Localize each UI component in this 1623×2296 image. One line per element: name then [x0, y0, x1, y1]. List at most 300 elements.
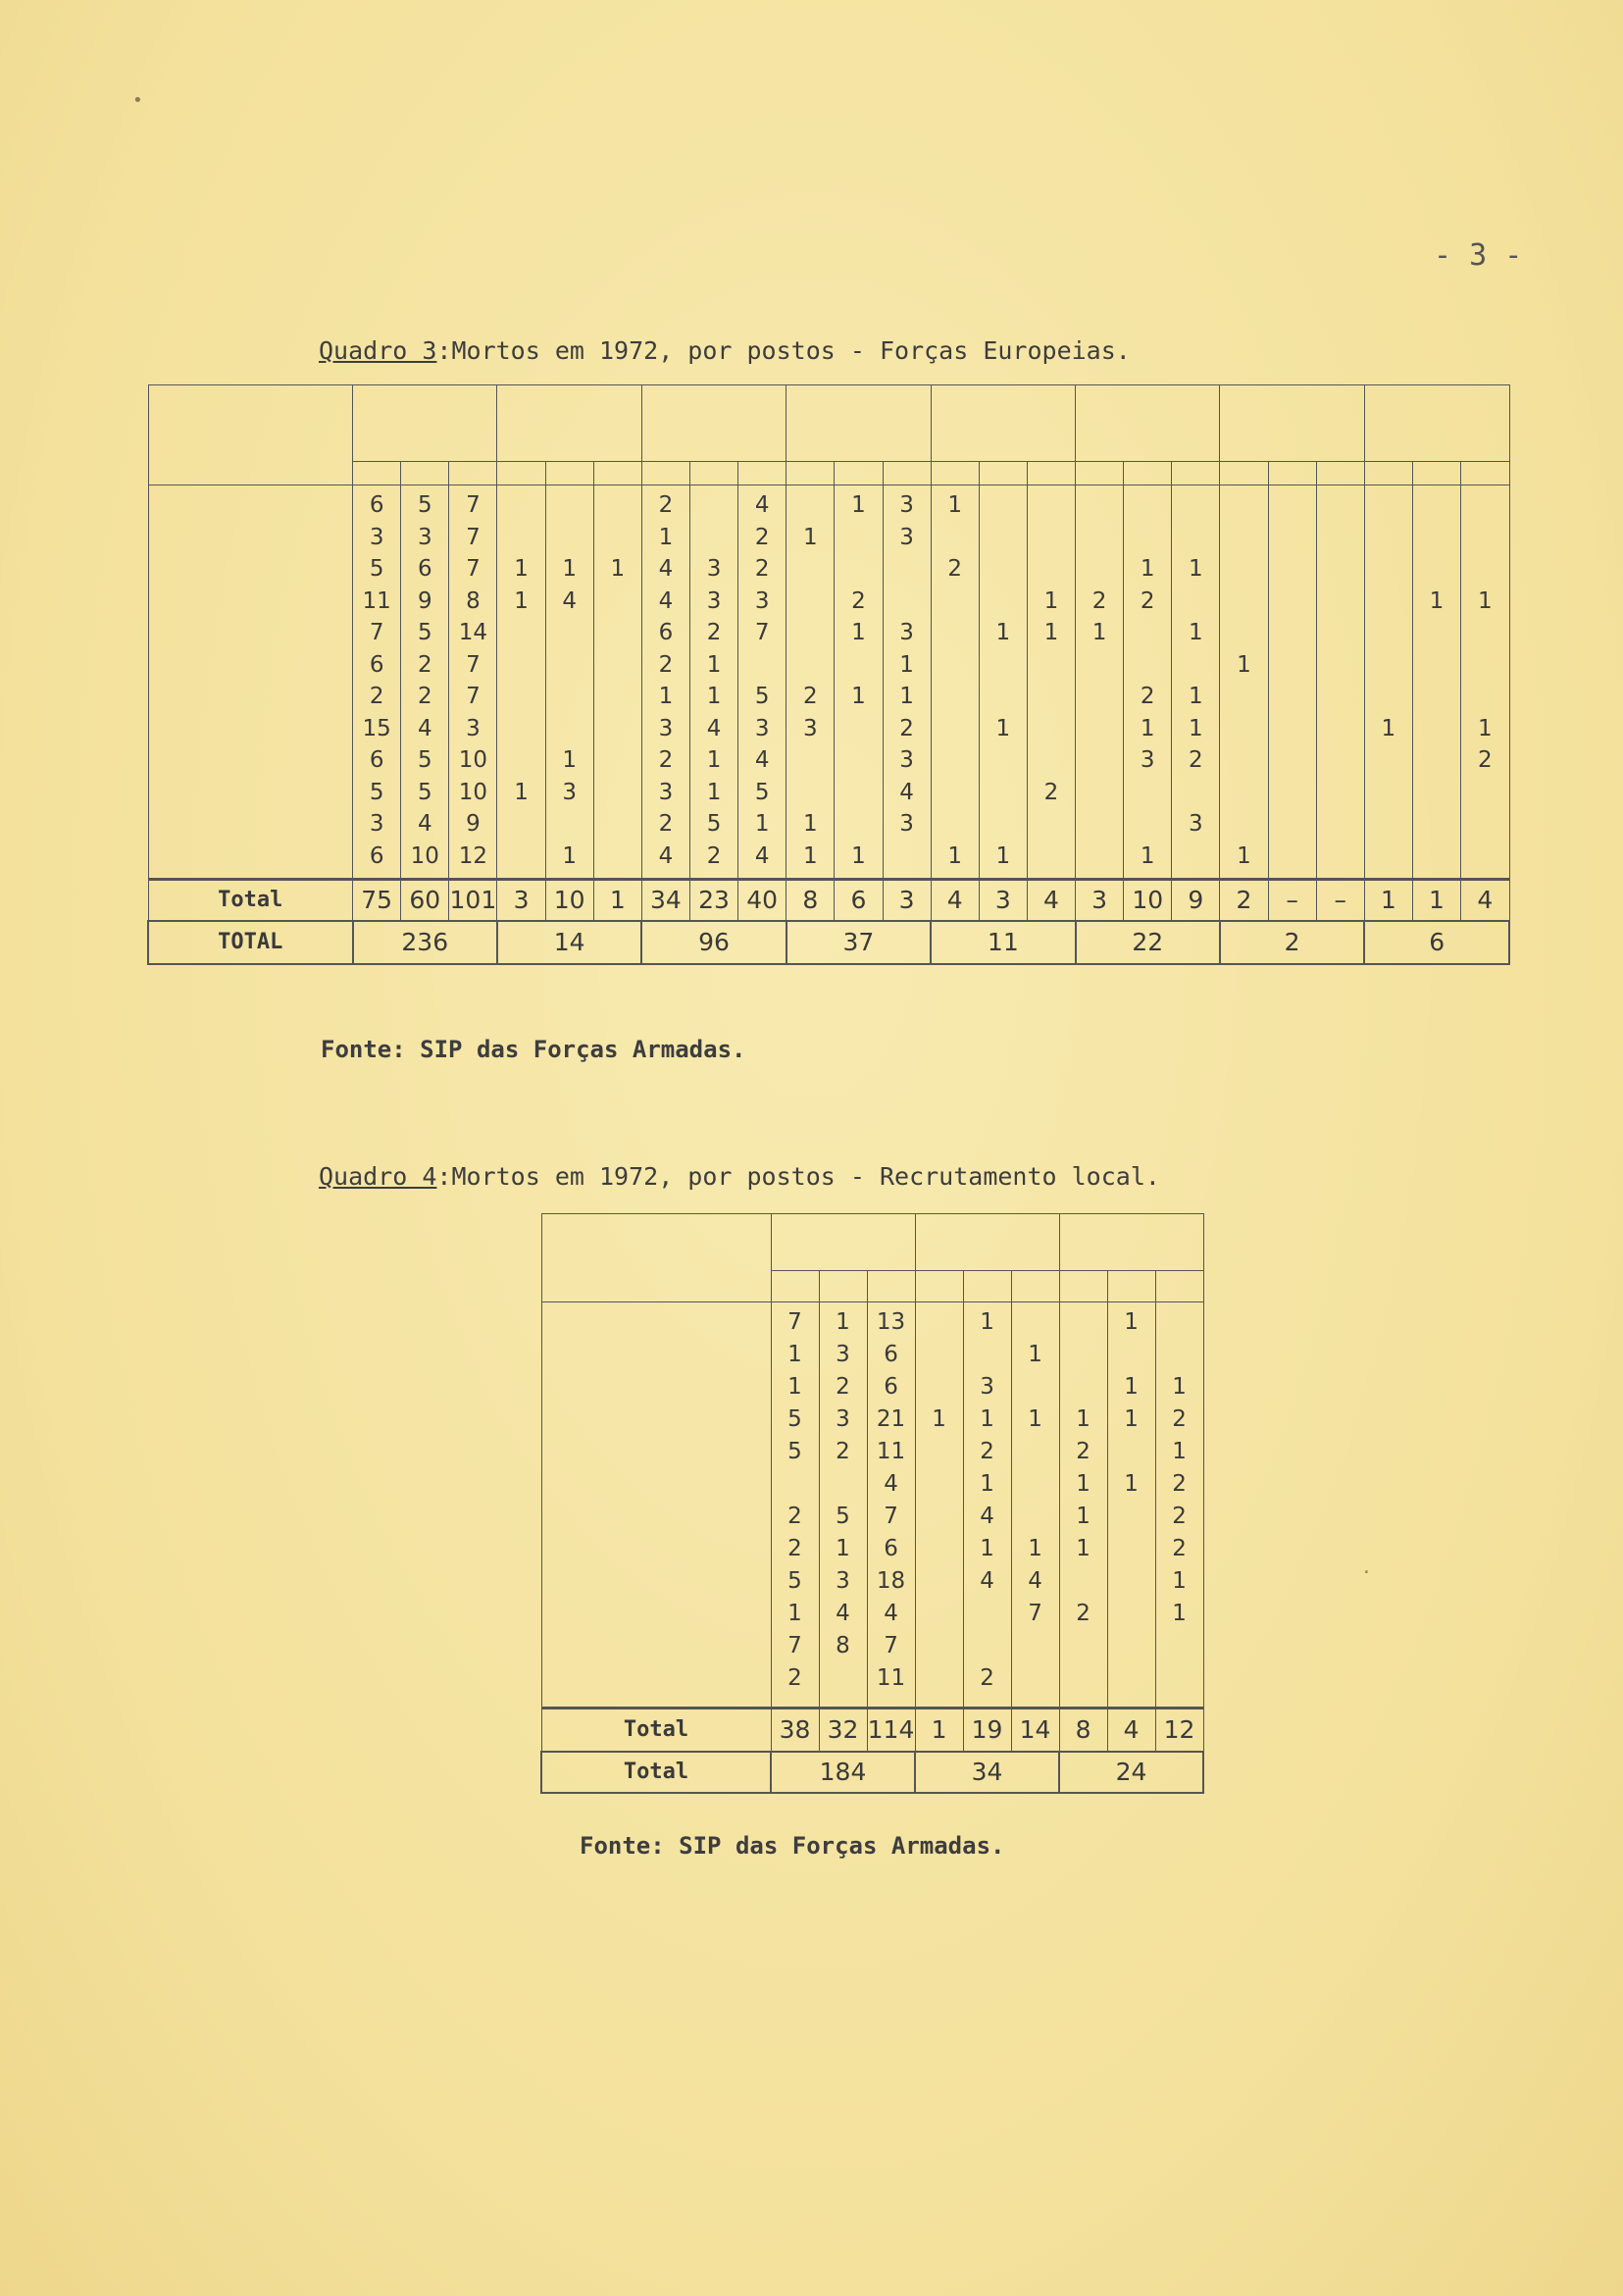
data-cell: [1108, 1630, 1155, 1662]
grand-total-cell: 184: [771, 1752, 915, 1793]
subheader-a: [641, 462, 689, 485]
table3-caption: [319, 336, 1131, 365]
total-cell: 1: [593, 880, 641, 921]
paper-speck: ·: [1361, 1562, 1372, 1583]
data-cell: [1076, 841, 1123, 873]
data-cell: [1413, 777, 1460, 809]
data-cell: [1365, 808, 1412, 841]
data-cell: 5: [706, 811, 722, 837]
data-cell: [546, 649, 593, 682]
subheader-m: [1155, 1271, 1203, 1302]
data-column: [1107, 1302, 1155, 1709]
data-cell: [835, 522, 882, 554]
data-cell: 1: [1477, 715, 1493, 741]
data-column: [819, 1302, 867, 1709]
data-cell: [497, 841, 544, 873]
data-cell: 1: [802, 842, 818, 869]
data-cell: [1461, 553, 1508, 586]
data-cell: [820, 1662, 867, 1695]
total-cell: 8: [786, 880, 835, 921]
grand-total-cell: 236: [353, 921, 497, 964]
data-cell: [1317, 744, 1364, 777]
data-cell: 1: [1237, 842, 1251, 869]
data-cell: [546, 522, 593, 554]
group-header-tenentes: [1220, 385, 1364, 462]
subheader-a: [1059, 1271, 1107, 1302]
month-label: [171, 522, 353, 554]
data-cell: 6: [369, 842, 384, 869]
data-cell: [1060, 1630, 1107, 1662]
page-number: - 3 -: [1434, 238, 1523, 273]
data-cell: 2: [1477, 747, 1493, 773]
grand-total-label: TOTAL: [148, 921, 353, 964]
group-header-sargentos: [931, 385, 1075, 462]
data-cell: [1317, 841, 1364, 873]
total-cell: 101: [449, 880, 497, 921]
data-cell: [1413, 744, 1460, 777]
data-column: [1268, 485, 1316, 880]
total-cell: –: [1316, 880, 1364, 921]
data-cell: [1365, 777, 1412, 809]
month-list: [148, 485, 353, 880]
total-cell: 9: [1172, 880, 1220, 921]
data-cell: [884, 553, 931, 586]
data-cell: [1012, 1662, 1059, 1695]
data-cell: [1076, 681, 1123, 713]
data-cell: 1: [947, 842, 963, 869]
data-cell: [1076, 522, 1123, 554]
total-cell: 19: [963, 1709, 1011, 1752]
data-cell: 1: [1172, 1374, 1187, 1400]
data-cell: 7: [787, 1309, 802, 1335]
data-cell: [964, 1339, 1011, 1371]
data-cell: 2: [787, 1504, 802, 1529]
data-cell: 1: [1429, 587, 1445, 614]
total-cell: 1: [1412, 880, 1460, 921]
data-cell: [497, 744, 544, 777]
data-column: [449, 485, 497, 880]
data-cell: 1: [1043, 620, 1059, 645]
data-cell: [1269, 649, 1316, 682]
data-cell: [594, 522, 641, 554]
data-cell: [1060, 1306, 1107, 1339]
data-cell: [980, 553, 1027, 586]
data-cell: [835, 713, 882, 745]
data-column: [1155, 1302, 1203, 1709]
data-cell: 2: [851, 587, 866, 614]
data-cell: [1365, 841, 1412, 873]
month-label: [564, 1371, 771, 1403]
data-cell: [1365, 522, 1412, 554]
data-cell: 1: [706, 747, 722, 773]
data-cell: 9: [466, 811, 481, 837]
total-cell: 14: [1011, 1709, 1059, 1752]
data-cell: 4: [754, 747, 770, 773]
data-cell: [916, 1436, 963, 1468]
total-cell: 23: [689, 880, 737, 921]
data-cell: [1413, 489, 1460, 522]
data-cell: 4: [754, 842, 770, 869]
data-cell: [1269, 777, 1316, 809]
data-cell: 3: [369, 811, 384, 837]
data-cell: [1365, 586, 1412, 618]
data-cell: 4: [754, 492, 770, 518]
data-cell: [980, 681, 1027, 713]
data-cell: [1012, 1306, 1059, 1339]
data-cell: [932, 617, 979, 649]
data-cell: 1: [851, 842, 866, 869]
data-cell: [1076, 808, 1123, 841]
data-cell: 1: [1076, 1536, 1090, 1561]
data-cell: [546, 617, 593, 649]
data-cell: [738, 649, 786, 682]
month-label: [171, 744, 353, 777]
data-cell: 1: [995, 842, 1011, 869]
data-cell: 6: [417, 556, 432, 582]
data-cell: 1: [1076, 1504, 1090, 1529]
data-cell: 6: [369, 651, 384, 678]
data-column: [931, 485, 979, 880]
data-cell: 7: [466, 684, 481, 709]
data-cell: [835, 744, 882, 777]
data-cell: 5: [369, 556, 384, 582]
table3-caption-rest: :Mortos em 1972, por postos - Forças Europeias.: [436, 336, 1131, 365]
data-cell: 7: [884, 1504, 898, 1529]
month-label: [171, 777, 353, 809]
subheader-g: [963, 1271, 1011, 1302]
data-cell: [1269, 617, 1316, 649]
data-cell: 1: [899, 651, 914, 678]
data-cell: [1317, 777, 1364, 809]
data-cell: [786, 777, 834, 809]
data-cell: 5: [417, 620, 432, 645]
data-cell: [497, 522, 544, 554]
data-cell: 3: [899, 620, 914, 645]
table4-caption-rest: :Mortos em 1972, por postos - Recrutamento local.: [436, 1162, 1160, 1191]
data-cell: [1461, 681, 1508, 713]
data-column: [771, 1302, 819, 1709]
data-cell: 9: [417, 587, 432, 614]
data-cell: [916, 1339, 963, 1371]
data-cell: [786, 489, 834, 522]
data-cell: 2: [787, 1665, 802, 1691]
subheader-g: [1124, 462, 1172, 485]
data-cell: 7: [466, 524, 481, 550]
total-cell: 3: [497, 880, 545, 921]
data-cell: [916, 1371, 963, 1403]
subheader-a: [1364, 462, 1412, 485]
month-label: [564, 1468, 771, 1501]
data-cell: [1461, 489, 1508, 522]
table4-source: Fonte: SIP das Forças Armadas.: [580, 1832, 1005, 1860]
data-cell: 2: [754, 524, 770, 550]
data-cell: 2: [1172, 1504, 1187, 1529]
total-cell: 75: [353, 880, 401, 921]
data-cell: [1108, 1501, 1155, 1533]
data-cell: 2: [1140, 684, 1155, 709]
data-cell: [1317, 489, 1364, 522]
data-cell: [932, 713, 979, 745]
total-cell: 4: [1461, 880, 1509, 921]
total-cell: 3: [1076, 880, 1124, 921]
data-cell: [1012, 1630, 1059, 1662]
month-label: [564, 1403, 771, 1436]
data-cell: [1269, 489, 1316, 522]
data-column: [401, 485, 449, 880]
data-cell: [1220, 713, 1267, 745]
data-cell: 5: [836, 1504, 850, 1529]
data-cell: [1220, 744, 1267, 777]
data-cell: 1: [836, 1536, 850, 1561]
data-cell: [1317, 522, 1364, 554]
data-cell: [1172, 489, 1219, 522]
data-cell: 1: [787, 1342, 802, 1367]
data-cell: 1: [1140, 715, 1155, 741]
data-cell: 1: [706, 684, 722, 709]
data-cell: [1365, 744, 1412, 777]
group-header-milícias: [915, 1214, 1059, 1271]
data-cell: 1: [836, 1309, 850, 1335]
data-cell: [594, 617, 641, 649]
grand-total-cell: 96: [641, 921, 786, 964]
data-cell: 5: [369, 779, 384, 805]
data-cell: [932, 586, 979, 618]
data-column: [497, 485, 545, 880]
data-column: [593, 485, 641, 880]
data-cell: 3: [562, 779, 577, 805]
data-cell: [1012, 1436, 1059, 1468]
data-cell: [1028, 489, 1075, 522]
subheader-g: [401, 462, 449, 485]
data-cell: 8: [836, 1633, 850, 1658]
subheader-m: [1011, 1271, 1059, 1302]
data-column: [1011, 1302, 1059, 1709]
data-cell: [1124, 777, 1171, 809]
subheader-m: [593, 462, 641, 485]
data-cell: 1: [1028, 1536, 1042, 1561]
data-cell: [916, 1306, 963, 1339]
data-cell: 1: [1124, 1374, 1139, 1400]
total-cell: 1: [915, 1709, 963, 1752]
data-cell: 2: [658, 651, 674, 678]
data-cell: [1461, 808, 1508, 841]
data-cell: [1156, 1306, 1203, 1339]
data-cell: 1: [899, 684, 914, 709]
data-cell: 3: [754, 715, 770, 741]
total-cell: 3: [979, 880, 1027, 921]
month-label: [564, 1630, 771, 1662]
subheader-a: [771, 1271, 819, 1302]
grand-total-cell: 2: [1220, 921, 1364, 964]
data-cell: [1108, 1598, 1155, 1630]
data-column: [786, 485, 835, 880]
data-cell: 3: [980, 1374, 994, 1400]
data-cell: 4: [658, 842, 674, 869]
data-column: [883, 485, 931, 880]
total-cell: 32: [819, 1709, 867, 1752]
data-cell: 5: [417, 492, 432, 518]
data-cell: 6: [884, 1342, 898, 1367]
data-cell: 10: [458, 747, 488, 773]
data-cell: [932, 808, 979, 841]
data-cell: 7: [466, 492, 481, 518]
data-cell: 1: [1076, 1471, 1090, 1497]
total-cell: 3: [883, 880, 931, 921]
data-column: [867, 1302, 915, 1709]
data-cell: 3: [899, 524, 914, 550]
total-cell: 38: [771, 1709, 819, 1752]
data-cell: [1220, 808, 1267, 841]
month-list: [541, 1302, 771, 1709]
data-cell: [1076, 553, 1123, 586]
data-cell: 7: [884, 1633, 898, 1658]
data-cell: 6: [369, 492, 384, 518]
data-cell: 2: [1076, 1601, 1090, 1626]
data-cell: 1: [1172, 1601, 1187, 1626]
total-cell: 2: [1220, 880, 1268, 921]
data-cell: 1: [980, 1471, 994, 1497]
data-cell: 4: [417, 811, 432, 837]
data-cell: [1124, 617, 1171, 649]
data-cell: [1172, 777, 1219, 809]
total-cell: 10: [545, 880, 593, 921]
subheader-m: [738, 462, 786, 485]
data-cell: [932, 649, 979, 682]
data-cell: [1108, 1436, 1155, 1468]
data-cell: [916, 1630, 963, 1662]
subheader-a: [353, 462, 401, 485]
data-cell: 1: [1091, 620, 1107, 645]
data-column: [915, 1302, 963, 1709]
data-cell: [546, 808, 593, 841]
data-cell: 2: [1091, 587, 1107, 614]
data-cell: 1: [1043, 587, 1059, 614]
data-cell: 1: [1189, 620, 1203, 645]
data-cell: [1028, 841, 1075, 873]
group-header-marinheiros: [497, 385, 641, 462]
subheader-g: [835, 462, 883, 485]
data-cell: 2: [1043, 779, 1059, 805]
data-column: [1461, 485, 1509, 880]
data-cell: 4: [706, 715, 722, 741]
data-cell: 1: [1237, 651, 1251, 678]
total-cell: 10: [1124, 880, 1172, 921]
subheader-g: [545, 462, 593, 485]
month-label: [564, 1662, 771, 1695]
data-cell: 18: [876, 1568, 906, 1594]
data-column: [1027, 485, 1075, 880]
data-cell: 8: [466, 587, 481, 614]
data-cell: [786, 617, 834, 649]
subheader-g: [1268, 462, 1316, 485]
month-label: [171, 586, 353, 618]
data-cell: 4: [417, 715, 432, 741]
data-column: [1412, 485, 1460, 880]
total-cell: 8: [1059, 1709, 1107, 1752]
subheader-g: [819, 1271, 867, 1302]
data-cell: 1: [1172, 1568, 1187, 1594]
data-column: [835, 485, 883, 880]
data-column: [1059, 1302, 1107, 1709]
data-cell: [1220, 489, 1267, 522]
data-cell: [1172, 841, 1219, 873]
data-cell: [1012, 1468, 1059, 1501]
data-cell: [980, 777, 1027, 809]
data-cell: 2: [1076, 1439, 1090, 1464]
data-cell: 15: [362, 715, 391, 741]
data-cell: [1156, 1662, 1203, 1695]
data-cell: 5: [417, 779, 432, 805]
data-cell: [1012, 1501, 1059, 1533]
data-cell: 2: [658, 811, 674, 837]
data-cell: 1: [706, 651, 722, 678]
data-cell: 1: [658, 524, 674, 550]
table3-source: Fonte: SIP das Forças Armadas.: [321, 1036, 746, 1063]
data-cell: [932, 777, 979, 809]
data-column: [1220, 485, 1268, 880]
data-cell: [1172, 586, 1219, 618]
data-cell: [980, 649, 1027, 682]
data-cell: 1: [1028, 1342, 1042, 1367]
data-cell: [1124, 649, 1171, 682]
data-cell: 1: [1140, 556, 1155, 582]
total-cell: 4: [1107, 1709, 1155, 1752]
data-cell: [1156, 1630, 1203, 1662]
subheader-m: [867, 1271, 915, 1302]
data-cell: [1220, 586, 1267, 618]
data-cell: 3: [658, 715, 674, 741]
data-cell: [1060, 1371, 1107, 1403]
data-cell: [1365, 489, 1412, 522]
data-cell: 1: [562, 556, 577, 582]
month-label: [171, 713, 353, 745]
data-cell: [497, 489, 544, 522]
subheader-m: [1316, 462, 1364, 485]
data-cell: 1: [514, 587, 529, 614]
data-cell: 3: [1189, 811, 1203, 837]
subheader-m: [1172, 462, 1220, 485]
subheader-a: [497, 462, 545, 485]
data-cell: [980, 744, 1027, 777]
data-cell: [786, 553, 834, 586]
data-cell: [932, 522, 979, 554]
data-cell: 1: [851, 684, 866, 709]
data-column: [641, 485, 689, 880]
data-cell: 5: [754, 779, 770, 805]
data-cell: 1: [562, 842, 577, 869]
data-cell: [1413, 681, 1460, 713]
data-cell: 3: [417, 524, 432, 550]
subheader-a: [786, 462, 835, 485]
total-cell: 1: [1364, 880, 1412, 921]
data-cell: 2: [980, 1439, 994, 1464]
data-cell: [1076, 777, 1123, 809]
data-cell: [1269, 808, 1316, 841]
data-column: [689, 485, 737, 880]
subheader-g: [1107, 1271, 1155, 1302]
data-cell: [835, 808, 882, 841]
data-column: [353, 485, 401, 880]
total-cell: 40: [738, 880, 786, 921]
data-cell: 1: [995, 620, 1011, 645]
data-cell: 2: [899, 715, 914, 741]
data-cell: 4: [658, 556, 674, 582]
data-cell: 1: [610, 556, 626, 582]
data-cell: 3: [706, 587, 722, 614]
data-cell: [1076, 744, 1123, 777]
data-cell: 3: [899, 811, 914, 837]
data-cell: [916, 1501, 963, 1533]
